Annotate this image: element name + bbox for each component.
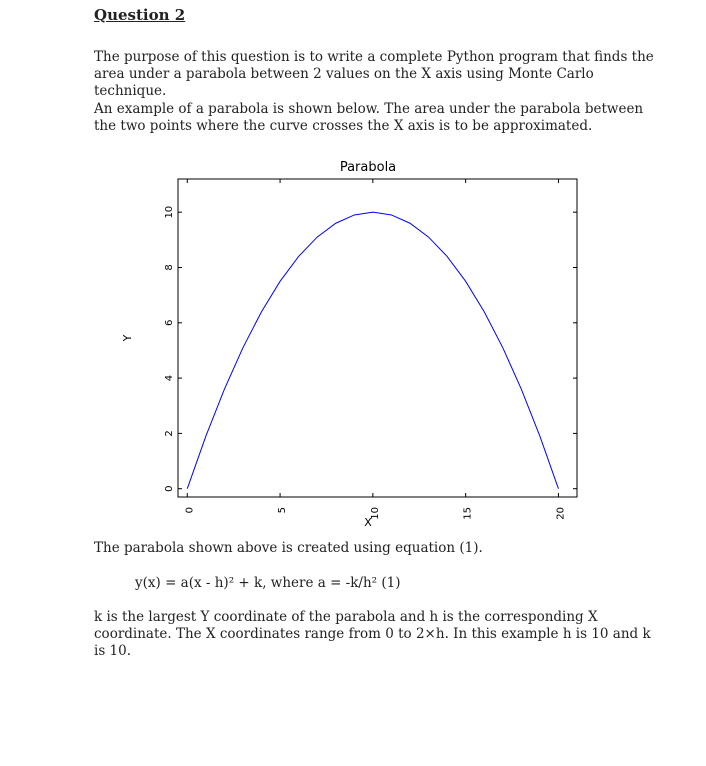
y-axis-label: Y bbox=[121, 334, 134, 342]
plot-frame bbox=[178, 179, 577, 497]
example-paragraph: An example of a parabola is shown below. The area under the parabola between the two points where the curve crosses the X axis is to be approximated. bbox=[94, 101, 644, 134]
y-tick-label: 6 bbox=[164, 319, 175, 326]
y-tick-label: 8 bbox=[164, 264, 175, 271]
definition-paragraph: k is the largest Y coordinate of the parabola and h is the corresponding X coordinate. The X coordinates range from 0 to 2×h. In this example h is 10 and k is 10. bbox=[94, 609, 651, 659]
chart-title: Parabola bbox=[339, 160, 397, 175]
x-tick-label: 5 bbox=[277, 507, 289, 514]
x-axis-label: X bbox=[364, 516, 372, 529]
y-tick-label: 4 bbox=[164, 374, 175, 382]
y-tick-label: 10 bbox=[164, 205, 175, 219]
equation-intro-paragraph: The parabola shown above is created using equation (1). bbox=[94, 540, 483, 556]
equation-line: y(x) = a(x - h)² + k, where a = -k/h² (1) bbox=[135, 575, 401, 591]
parabola-chart bbox=[100, 150, 600, 535]
intro-paragraph: The purpose of this question is to write a complete Python program that finds the area under a parabola between 2 values on the X axis using Monte Carlo technique. bbox=[94, 49, 654, 99]
x-tick-label: 0 bbox=[184, 507, 196, 514]
parabola-series-line bbox=[187, 212, 558, 489]
question-heading: Question 2 bbox=[94, 6, 186, 24]
y-tick-label: 2 bbox=[164, 430, 175, 437]
x-tick-label: 20 bbox=[555, 507, 567, 520]
axis-ticks bbox=[164, 179, 577, 520]
x-tick-label: 15 bbox=[462, 507, 474, 520]
x-tick-label: 10 bbox=[369, 507, 381, 520]
y-tick-label: 0 bbox=[164, 485, 175, 492]
